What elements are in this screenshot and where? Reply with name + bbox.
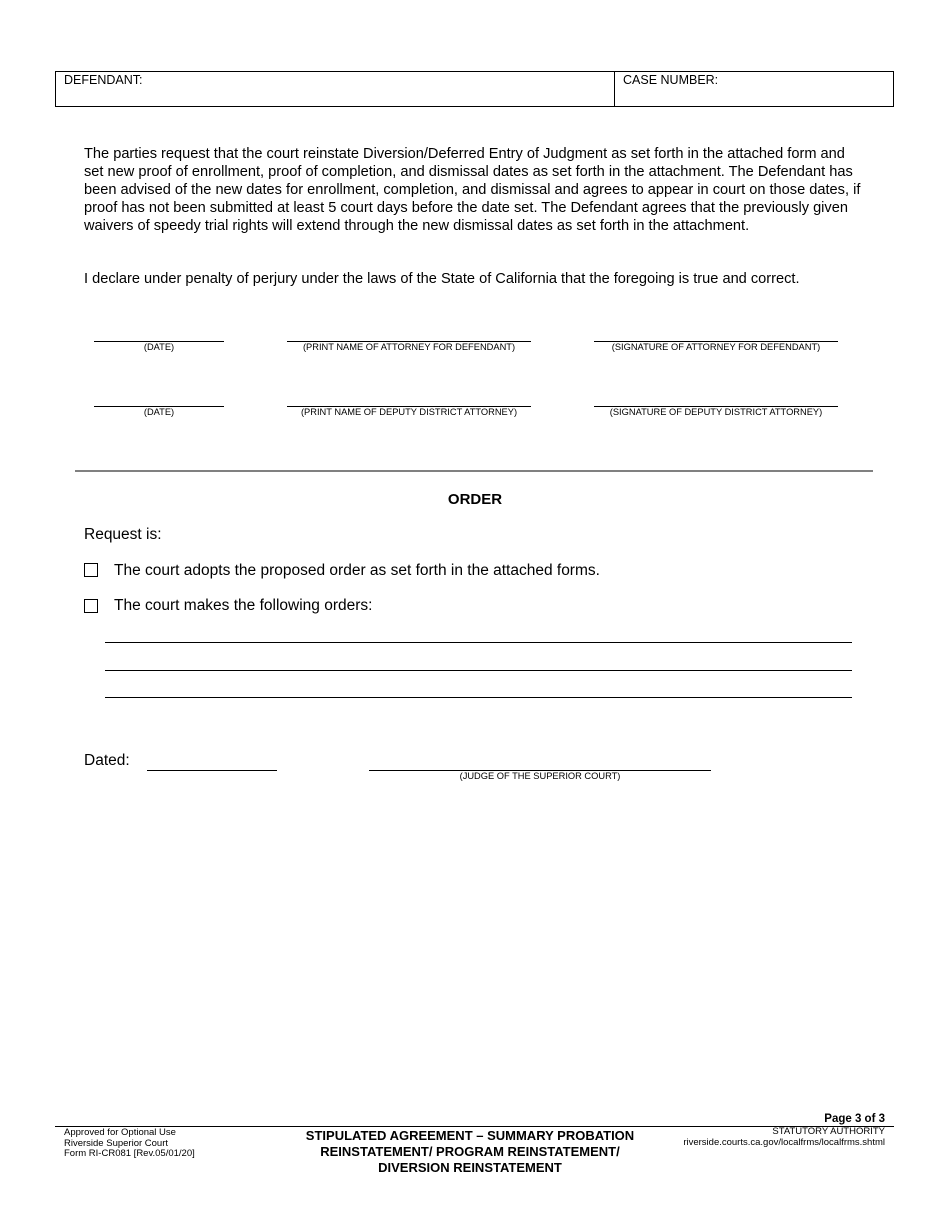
order-line-3[interactable]: [105, 697, 852, 698]
order-title: ORDER: [447, 491, 503, 508]
form-title-line-3: DIVERSION REINSTATEMENT: [378, 1160, 562, 1175]
following-orders-text: The court makes the following orders:: [114, 597, 373, 614]
forms-url[interactable]: riverside.courts.ca.gov/localfrms/localfrms.shtml: [683, 1136, 885, 1148]
form-title: [260, 1128, 680, 1176]
form-title-line-2: REINSTATEMENT/ PROGRAM REINSTATEMENT/: [320, 1144, 620, 1159]
footer-form-number: Form RI-CR081 [Rev.05/01/20]: [64, 1148, 195, 1159]
request-label: Request is:: [84, 526, 162, 543]
dated-line[interactable]: [147, 770, 277, 771]
case-number-label: CASE NUMBER:: [623, 73, 719, 87]
form-title-line-1: STIPULATED AGREEMENT – SUMMARY PROBATION: [305, 1128, 635, 1143]
footer-left: [64, 1128, 195, 1160]
following-orders-checkbox[interactable]: [84, 599, 98, 613]
date-label-2: (DATE): [143, 407, 175, 417]
stipulation-paragraph: The parties request that the court reinstate Diversion/Deferred Entry of Judgment as set forth in the attached form and set new proof of enrollment, proof of completion, and dismissal dates as set forth in the attachment. The Defendant has been advised of the new dates for enrollment, completion, and dismissal and agrees to appear in court on those dates, if proof has not been submitted at least 5 court days before the date set. The Defendant agrees that the previously given waivers of speedy trial rights will extend through the new dismissal dates as set forth in the attachment.: [84, 146, 861, 234]
footer-court: Riverside Superior Court: [64, 1137, 169, 1149]
attorney-signature-label: (SIGNATURE OF ATTORNEY FOR DEFENDANT): [611, 342, 821, 352]
dated-label: Dated:: [84, 752, 130, 769]
attorney-print-name-label: (PRINT NAME OF ATTORNEY FOR DEFENDANT): [302, 342, 516, 352]
judge-signature-label: (JUDGE OF THE SUPERIOR COURT): [459, 771, 621, 781]
adopt-order-text: The court adopts the proposed order as set forth in the attached forms.: [114, 562, 600, 579]
date-label-1: (DATE): [143, 342, 175, 352]
declaration-text: I declare under penalty of perjury under the laws of the State of California that the foregoing is true and correct.: [84, 271, 800, 287]
caption-box: [55, 71, 894, 107]
section-divider: [75, 470, 873, 472]
order-line-2[interactable]: [105, 670, 852, 671]
statutory-authority: STATUTORY AUTHORITY: [772, 1126, 885, 1137]
page-number: Page 3 of 3: [824, 1113, 885, 1125]
order-line-1[interactable]: [105, 642, 852, 643]
caption-divider: [614, 71, 615, 107]
dda-signature-label: (SIGNATURE OF DEPUTY DISTRICT ATTORNEY): [609, 407, 823, 417]
dda-print-name-label: (PRINT NAME OF DEPUTY DISTRICT ATTORNEY): [300, 407, 518, 417]
footer-right: [683, 1127, 885, 1148]
adopt-order-checkbox[interactable]: [84, 563, 98, 577]
defendant-label: DEFENDANT:: [64, 73, 143, 87]
footer-approved: Approved for Optional Use: [64, 1127, 176, 1138]
